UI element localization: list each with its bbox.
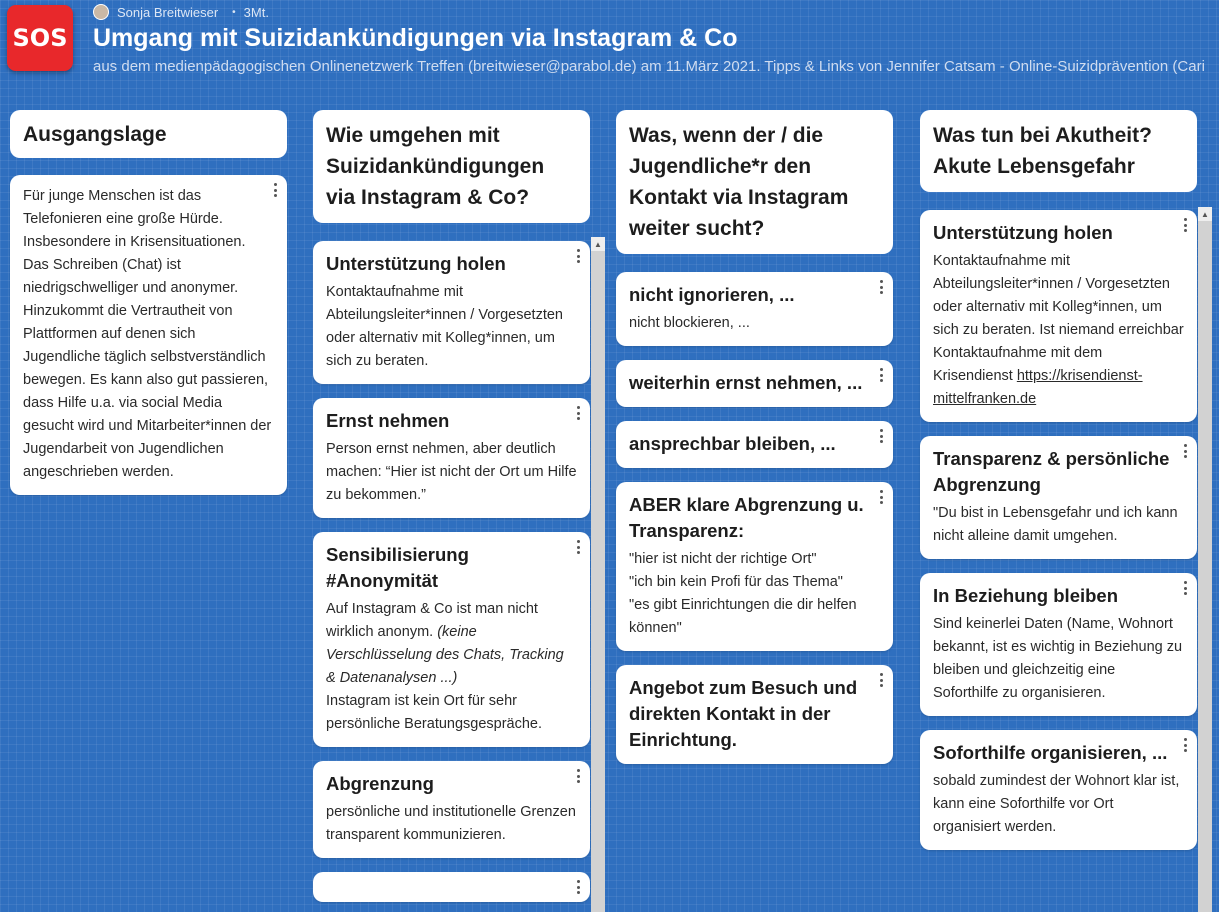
scroll-up-icon[interactable]: ▲ (591, 237, 605, 251)
card-title: Angebot zum Besuch und direkten Kontakt in der Einrichtung. (629, 677, 858, 750)
column-akutheit (920, 110, 1197, 864)
more-options-icon[interactable] (877, 490, 885, 504)
post-card[interactable] (313, 398, 590, 518)
author-name[interactable]: Sonja Breitwieser (117, 4, 219, 20)
card-title: Ernst nehmen (326, 410, 450, 431)
body-text: Instagram ist kein Ort für sehr persönliche Beratungsgespräche. (326, 693, 543, 732)
post-card[interactable] (920, 210, 1197, 422)
more-options-icon[interactable] (574, 406, 582, 420)
card-body: sobald zumindest der Wohnort klar ist, kann eine Soforthilfe vor Ort organisiert werden. (933, 773, 1180, 835)
more-options-icon[interactable] (574, 769, 582, 783)
post-card[interactable] (616, 665, 893, 764)
card-title: ABER klare Abgrenzung u. Transparenz: (629, 494, 864, 541)
post-meta (93, 4, 269, 20)
card-body (629, 548, 880, 640)
post-card[interactable] (313, 532, 590, 747)
body-italic-text: (keine Verschlüsselung des Chats, Tracking & Datenanalysen ...) (326, 624, 564, 686)
card-body (933, 250, 1184, 411)
post-card[interactable] (313, 872, 590, 902)
column-title: Ausgangslage (10, 110, 287, 158)
column-title: Was tun bei Akutheit? Akute Lebensgefahr (920, 110, 1197, 192)
body-line: "es gibt Einrichtungen die dir helfen können" (629, 597, 857, 636)
post-card[interactable] (616, 360, 893, 407)
card-title: Unterstützung holen (326, 253, 506, 274)
more-options-icon[interactable] (1181, 218, 1189, 232)
card-title: Unterstützung holen (933, 222, 1113, 243)
card-body: nicht blockieren, ... (629, 315, 750, 331)
card-body: Person ernst nehmen, aber deutlich machen: “Hier ist nicht der Ort um Hilfe zu bekommen.” (326, 441, 577, 503)
post-age: 3Mt. (243, 4, 269, 20)
scroll-up-icon[interactable]: ▲ (1198, 207, 1212, 221)
more-options-icon[interactable] (574, 540, 582, 554)
more-options-icon[interactable] (877, 368, 885, 382)
more-options-icon[interactable] (574, 880, 582, 894)
body-line: "hier ist nicht der richtige Ort" (629, 551, 817, 567)
card-title: Soforthilfe organisieren, ... (933, 742, 1168, 763)
column-ausgangslage (10, 110, 287, 509)
more-options-icon[interactable] (877, 429, 885, 443)
card-title: Transparenz & persönliche Abgrenzung (933, 448, 1170, 495)
post-card[interactable] (616, 482, 893, 651)
card-body: Kontaktaufnahme mit Abteilungsleiter*innen / Vorgesetzten oder alternativ mit Kolleg*innen, um sich zu beraten. (326, 284, 563, 369)
body-text: Auf Instagram & Co ist man nicht wirklich anonym. (326, 601, 538, 640)
card-title: weiterhin ernst nehmen, ... (629, 372, 863, 393)
post-card[interactable] (616, 272, 893, 346)
card-title: ansprechbar bleiben, ... (629, 433, 836, 454)
card-title: In Beziehung bleiben (933, 585, 1119, 606)
body-text: Kontaktaufnahme mit Abteilungsleiter*innen / Vorgesetzten oder alternativ mit Kolleg*innen, um sich zu beraten. Ist niemand erreichbar Kontaktaufnahme mit dem Krisendienst (933, 253, 1184, 384)
column-wie-umgehen (313, 110, 590, 912)
more-options-icon[interactable] (877, 673, 885, 687)
more-options-icon[interactable] (1181, 581, 1189, 595)
more-options-icon[interactable] (574, 249, 582, 263)
card-body (326, 598, 577, 736)
post-card[interactable] (313, 241, 590, 384)
card-body: Sind keinerlei Daten (Name, Wohnort bekannt, ist es wichtig in Beziehung zu bleiben und gleichzeitig eine Soforthilfe zu organisieren. (933, 616, 1183, 701)
board-header (0, 0, 1219, 95)
card-title: Abgrenzung (326, 773, 434, 794)
card-body: Für junge Menschen ist das Telefonieren eine große Hürde. Insbesondere in Krisensituationen. Das Schreiben (Chat) ist niedrigschwelliger und anonymer. Hinzukommt die Vertrautheit von Plattformen auf denen sich Jugendliche täglich selbstverständlich bewegen. Es kann also gut passieren, dass Hilfe u.a. via social Media gesucht wird und Mitarbeiter*innen der Jugendarbeit von Jugendlichen angeschrieben werden. (23, 188, 272, 480)
more-options-icon[interactable] (877, 280, 885, 294)
body-line: "ich bin kein Profi für das Thema" (629, 574, 843, 590)
krisendienst-link[interactable]: https://krisendienst-mittelfranken.de (933, 368, 1143, 407)
post-card[interactable] (313, 761, 590, 858)
post-card[interactable] (10, 175, 287, 495)
card-body: "Du bist in Lebensgefahr und ich kann nicht alleine damit umgehen. (933, 505, 1178, 544)
post-card[interactable] (920, 730, 1197, 850)
sos-logo: SOS (7, 5, 73, 71)
column-title: Wie umgehen mit Suizidankündigungen via Instagram & Co? (313, 110, 590, 223)
column-title: Was, wenn der / die Jugendliche*r den Kontakt via Instagram weiter sucht? (616, 110, 893, 254)
page-subtitle: aus dem medienpädagogischen Onlinenetzwerk Treffen (breitwieser@parabol.de) am 11.März 2021. Tipps & Links von Jennifer Catsam - Online-Suizidprävention (Cari (93, 58, 1205, 75)
card-body: persönliche und institutionelle Grenzen transparent kommunizieren. (326, 804, 576, 843)
more-options-icon[interactable] (1181, 738, 1189, 752)
column-scrollbar[interactable] (591, 237, 605, 912)
post-card[interactable] (920, 436, 1197, 559)
column-was-wenn (616, 110, 893, 778)
column-scrollbar[interactable] (1198, 207, 1212, 912)
card-title: nicht ignorieren, ... (629, 284, 795, 305)
card-title: Sensibilisierung #Anonymität (326, 544, 469, 591)
separator-dot: • (232, 6, 236, 18)
more-options-icon[interactable] (1181, 444, 1189, 458)
page-title: Umgang mit Suizidankündigungen via Instagram & Co (93, 24, 738, 52)
post-card[interactable] (616, 421, 893, 468)
avatar[interactable] (93, 4, 109, 20)
post-card[interactable] (920, 573, 1197, 716)
more-options-icon[interactable] (271, 183, 279, 197)
